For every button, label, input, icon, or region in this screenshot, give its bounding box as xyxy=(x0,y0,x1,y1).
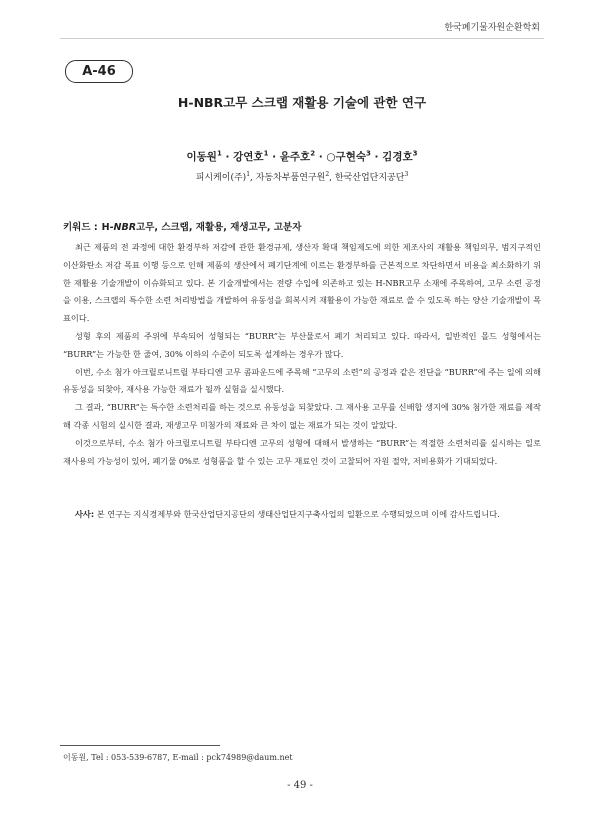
author-affiliation-mark: 1 xyxy=(216,149,222,158)
affiliation-list xyxy=(60,170,544,183)
footnote-divider xyxy=(60,745,220,746)
author-separator: · xyxy=(221,151,234,163)
author-list xyxy=(60,149,544,164)
affiliation-mark: 1 xyxy=(246,171,251,178)
author-affiliation-mark: 1 xyxy=(263,149,269,158)
author-name: 윤주호 xyxy=(279,151,311,163)
keywords-prefix: H- xyxy=(101,222,114,233)
author-name: 김경호 xyxy=(382,151,413,163)
author-name: ○구현숙 xyxy=(326,151,366,163)
body-paragraph: 그 결과, “BURR”는 특수한 소련처리를 하는 것으로 유동성을 되찾았다. 그 재사용 고무를 신배합 생지에 30% 첨가한 재료를 제작해 각종 시험의 실시한 결과, 재생고무 미첨가의 재료와 큰 차이 없는 재료가 되는 것이 알았다. xyxy=(63,402,541,430)
keywords-label: 키워드 : xyxy=(63,222,98,233)
author-separator: · xyxy=(370,151,383,163)
author-separator: · xyxy=(315,151,327,163)
affiliation-name: 자동차부품연구원 xyxy=(255,173,326,183)
header-divider xyxy=(60,38,544,39)
corresponding-author-footnote: 이동원, Tel : 053-539-6787, E-mail : pck74989@daum.net xyxy=(63,753,293,762)
keywords-prefix-italic: NBR xyxy=(113,222,137,233)
affiliation-separator: , xyxy=(250,173,256,183)
paper-title: H-NBR고무 스크랩 재활용 기술에 관한 연구 xyxy=(177,95,427,110)
society-name: 한국폐기물자원순환학회 xyxy=(444,23,540,33)
abstract-body xyxy=(63,239,541,470)
author-name: 강연호 xyxy=(233,151,264,163)
acknowledgement-label: 사사: xyxy=(75,509,95,519)
author-affiliation-mark: 3 xyxy=(365,149,371,158)
body-paragraph: 이것으로부터, 수소 첨가 아크릴로니트릴 부타디엔 고무의 성형에 대해서 발생하는 “BURR”는 적절한 소련처리를 실시하는 일로 재사용의 가능성이 있어, 폐기물 0%로 성형품을 할 수 있는 고무 재료인 것이 고찰되어 자원 절약, 저비용화가 기대되었다. xyxy=(63,437,541,466)
affiliation-mark: 3 xyxy=(404,171,409,178)
author-name: 이동원 xyxy=(186,151,217,163)
page-number: - 49 - xyxy=(287,780,313,791)
affiliation-mark: 2 xyxy=(325,171,330,178)
body-paragraph: 이번, 수소 첨가 아크릴로니트릴 부타디엔 고무 콤파운드에 주목해 “고무의 소련”의 공정과 같은 전단을 “BURR”에 주는 일에 의해 유동성을 되찾아, 재사용 가능한 재료가 될까 실험을 실시했다. xyxy=(63,366,541,395)
author-affiliation-mark: 2 xyxy=(310,149,316,158)
affiliation-separator: , xyxy=(329,173,335,183)
author-separator: · xyxy=(268,151,280,163)
body-paragraph: 최근 제품의 전 과정에 대한 환경부하 저감에 관한 환경규제, 생산자 확대 책임제도에 의한 제조사의 재활용 책임의무, 범지구적인 이산화탄소 저감 목표 이행 등으로 인해 제품의 생산에서 폐기단계에 이르는 환경부하를 근본적으로 차단하면서 비용을 최소화하기 위한 재활용 기술개발이 이슈화되고 있다. 본 기술개발에서는 전량 수입에 의존하고 있는 H-NBR고무 소재에 주목하여, 고무 소련 공정을 이용, 스크랩의 특수한 소련 처리방법을 개발하여 유동성을 회복시켜 재활용이 가능한 재료로 쓸 수 있도록 하는 양산 기술개발이 목표이다. xyxy=(63,242,541,324)
affiliation-name: 한국산업단지공단 xyxy=(334,173,405,183)
paper-id-badge: A-46 xyxy=(65,60,133,83)
affiliation-name: 피시케이(주) xyxy=(195,173,247,183)
keywords-list: 고무, 스크랩, 재활용, 재생고무, 고분자 xyxy=(136,222,302,233)
body-paragraph: 성형 후의 제품의 주위에 부속되어 성형되는 “BURR”는 부산물로서 폐기 처리되고 있다. 따라서, 일반적인 몰드 성형에서는 “BURR”는 가능한 한 줄여, 30% 이하의 수준이 되도록 설계하는 경우가 많다. xyxy=(63,330,541,359)
keywords xyxy=(63,219,543,233)
author-affiliation-mark: 3 xyxy=(412,149,418,158)
acknowledgement xyxy=(63,506,541,524)
acknowledgement-text: 본 연구는 지식경제부와 한국산업단지공단의 생태산업단지구축사업의 일환으로 수행되었으며 이에 감사드립니다. xyxy=(96,509,500,519)
